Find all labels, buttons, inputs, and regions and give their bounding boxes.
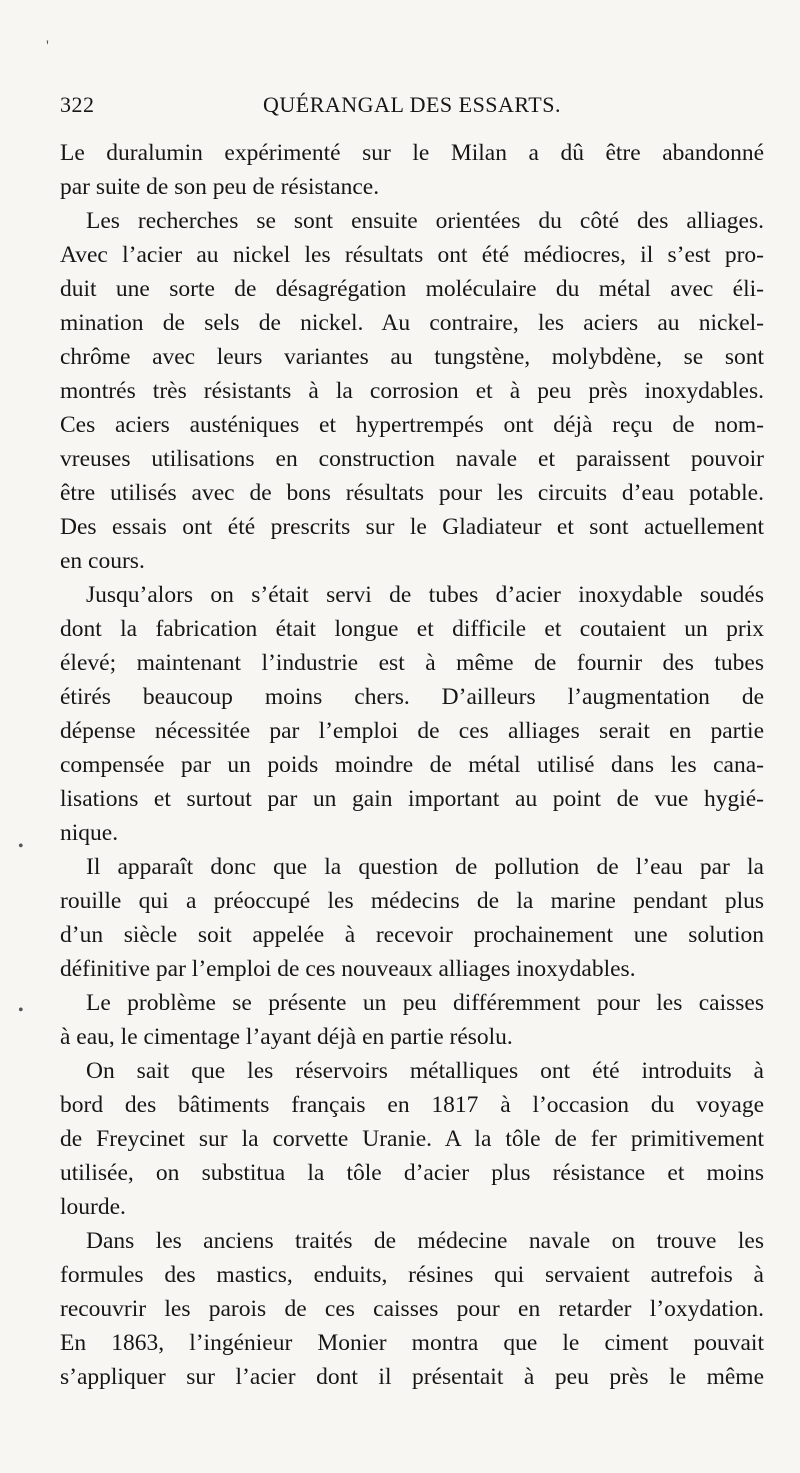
text-line: mination de sels de nickel. Au contraire, les aciers au nickel- [60, 310, 764, 336]
text-line: par suite de son peu de résistance. [60, 174, 380, 200]
text-line: être utilisés avec de bons résultats pour les circuits d’eau potable. [60, 480, 764, 506]
running-title: QUÉRANGAL DES ESSARTS. [263, 92, 561, 117]
text-line: Jusqu’alors on s’était servi de tubes d’acier inoxydable soudés [86, 582, 764, 608]
text-line: rouille qui a préoccupé les médecins de la marine pendant plus [60, 888, 764, 914]
text-line: Des essais ont été prescrits sur le Gladiateur et sont actuellement [60, 514, 764, 540]
body-text [60, 136, 764, 1394]
text-line: Le duralumin expérimenté sur le Milan a dû être abandonné [60, 140, 764, 166]
text-line: dépense nécessitée par l’emploi de ces alliages serait en partie [60, 718, 764, 744]
text-line: compensée par un poids moindre de métal utilisé dans les cana- [60, 752, 764, 778]
text-line: de Freycinet sur la corvette Uranie. A la tôle de fer primitivement [60, 1126, 764, 1152]
text-line: chrôme avec leurs variantes au tungstène, molybdène, se sont [60, 344, 764, 370]
text-line: nique. [60, 820, 119, 846]
margin-dot: • [18, 838, 24, 855]
text-line: lisations et surtout par un gain important au point de vue hygié- [60, 786, 764, 812]
text-line: Les recherches se sont ensuite orientées du côté des alliages. [86, 208, 764, 234]
text-line: en cours. [60, 548, 145, 574]
text-line: Le problème se présente un peu différemment pour les caisses [86, 990, 764, 1016]
page-number: 322 [60, 92, 95, 117]
text-line: montrés très résistants à la corrosion et à peu près inoxydables. [60, 378, 764, 404]
page-header [60, 92, 764, 126]
text-line: Dans les anciens traités de médecine navale on trouve les [86, 1228, 764, 1254]
text-line: utilisée, on substitua la tôle d’acier plus résistance et moins [60, 1160, 764, 1186]
text-line: d’un siècle soit appelée à recevoir prochainement une solution [60, 922, 764, 948]
text-line: duit une sorte de désagrégation moléculaire du métal avec éli- [60, 276, 764, 302]
text-line: En 1863, l’ingénieur Monier montra que le ciment pouvait [60, 1330, 764, 1356]
text-line: à eau, le cimentage l’ayant déjà en partie résolu. [60, 1024, 513, 1050]
text-line: étirés beaucoup moins chers. D’ailleurs l’augmentation de [60, 684, 764, 710]
scan-speck: ' [46, 38, 49, 55]
text-line: Avec l’acier au nickel les résultats ont été médiocres, il s’est pro- [60, 242, 764, 268]
text-line: dont la fabrication était longue et difficile et coutaient un prix [60, 616, 764, 642]
text-line: bord des bâtiments français en 1817 à l’occasion du voyage [60, 1092, 764, 1118]
text-line: définitive par l’emploi de ces nouveaux alliages inoxydables. [60, 956, 636, 982]
text-line: s’appliquer sur l’acier dont il présentait à peu près le même [60, 1364, 764, 1390]
text-line: élevé; maintenant l’industrie est à même de fournir des tubes [60, 650, 764, 676]
text-line: On sait que les réservoirs métalliques ont été introduits à [86, 1058, 764, 1084]
text-line: vreuses utilisations en construction navale et paraissent pouvoir [60, 446, 764, 472]
margin-dot: • [18, 1002, 24, 1019]
text-line: Il apparaît donc que la question de pollution de l’eau par la [86, 854, 764, 880]
text-line: formules des mastics, enduits, résines qui servaient autrefois à [60, 1262, 764, 1288]
text-line: lourde. [60, 1194, 126, 1220]
text-line: Ces aciers austéniques et hypertrempés ont déjà reçu de nom- [60, 412, 764, 438]
text-line: recouvrir les parois de ces caisses pour en retarder l’oxydation. [60, 1296, 764, 1322]
